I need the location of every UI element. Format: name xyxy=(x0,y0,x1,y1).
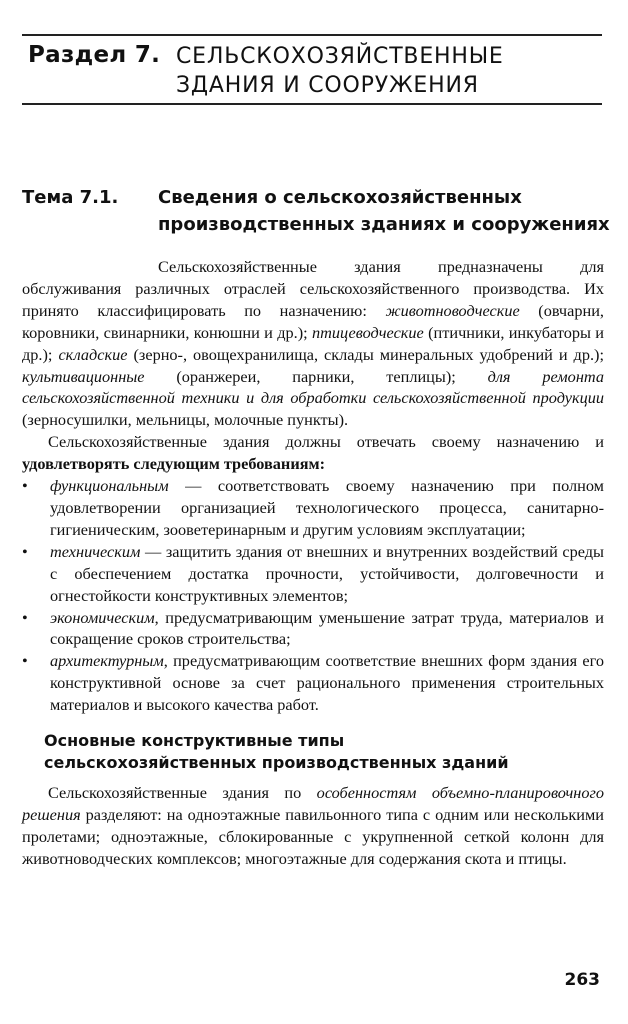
page-number: 263 xyxy=(564,970,600,990)
requirement-term: техническим xyxy=(50,541,141,561)
header-top-rule xyxy=(22,34,602,36)
requirement-text: — защитить здания от внешних и внутренних воздействий среды с обеспечением достатка прочности, устойчивости, долговечности и огнестойкости конструктивных элементов; xyxy=(50,541,604,605)
list-item xyxy=(22,650,604,716)
term-planning-solution: особенностям объемно-планировочного решения xyxy=(22,783,604,824)
requirement-term: функциональным xyxy=(50,476,169,496)
list-item xyxy=(22,475,604,541)
term-repair-processing: для ремонта сельскохозяйственной техники и для обработки сельскохозяйственной продукции xyxy=(22,366,604,408)
text-run: (зерносушилки, мельницы, молочные пункты). xyxy=(22,410,349,430)
paragraph-classification xyxy=(22,256,604,431)
text-run: Сельскохозяйственные здания по xyxy=(48,783,317,803)
requirement-text: — соответствовать своему назначению при полном удовлетворении организацией технологического процесса, санитарно-гигиеническим, зооветеринарным и другим условиям эксплуатации; xyxy=(50,476,604,539)
requirement-term: экономическим xyxy=(50,607,155,627)
topic-title-line1: Сведения о сельскохозяйственных xyxy=(158,187,522,208)
text-run: (овчарни, коровники, свинарники, конюшни и др.); xyxy=(22,300,604,342)
text-run: (оранжереи, парники, теплицы); xyxy=(144,366,488,386)
text-run: разделяют: на одноэтажные павильонного типа с одним или несколькими пролетами; одноэтажные, сблокированные с укрупненной сеткой колонн для животноводческих комплексов; многоэтажные для содержания скота и птицы. xyxy=(22,804,604,868)
list-item xyxy=(22,607,604,651)
section-label: Раздел 7. xyxy=(28,42,161,68)
text-run: (зерно-, овощехранилища, склады минеральных удобрений и др.); xyxy=(127,344,604,364)
term-cultivation: культивационные xyxy=(22,366,145,386)
requirement-text: , предусматривающим соответствие внешних форм здания его конструктивной основе за счет рационального применения строительных материалов и высокого качества работ. xyxy=(50,651,604,715)
section-title xyxy=(176,42,504,100)
header-bottom-rule xyxy=(22,103,602,105)
subheading-line2: сельскохозяйственных производственных зданий xyxy=(44,753,509,773)
body-text xyxy=(22,256,604,870)
subheading xyxy=(44,730,604,774)
paragraph-building-types xyxy=(22,782,604,870)
text-run: Сельскохозяйственные здания должны отвечать своему назначению и xyxy=(48,432,604,452)
subheading-line1: Основные конструктивные типы xyxy=(44,731,345,751)
term-livestock: животноводческие xyxy=(385,300,520,320)
requirement-term: архитектурным xyxy=(50,651,164,671)
requirements-list xyxy=(22,475,604,716)
section-title-line2: ЗДАНИЯ И СООРУЖЕНИЯ xyxy=(176,73,479,98)
bullet-icon: • xyxy=(22,541,28,561)
requirements-lead: удовлетворять следующим требованиям: xyxy=(22,454,326,474)
bullet-icon: • xyxy=(22,476,28,496)
term-poultry: птицеводческие xyxy=(311,322,424,342)
section-title-line1: СЕЛЬСКОХОЗЯЙСТВЕННЫЕ xyxy=(176,44,504,69)
list-item xyxy=(22,541,604,607)
topic-title-line2: производственных зданиях и сооружениях xyxy=(158,214,610,235)
topic-title xyxy=(158,184,618,238)
paragraph-requirements-intro xyxy=(22,431,604,475)
topic-label: Тема 7.1. xyxy=(22,187,119,208)
requirement-text: , предусматривающим уменьшение затрат труда, материалов и сокращение сроков строительства; xyxy=(50,607,604,649)
bullet-icon: • xyxy=(22,607,28,627)
bullet-icon: • xyxy=(22,651,28,671)
text-run: (птичники, инкубаторы и др.); xyxy=(22,322,604,364)
term-storage: складские xyxy=(58,344,128,364)
text-run: Сельскохозяйственные здания предназначены для обслуживания различных отраслей сельскохозяйственного производства. Их принято классифицировать по назначению: xyxy=(22,257,604,320)
